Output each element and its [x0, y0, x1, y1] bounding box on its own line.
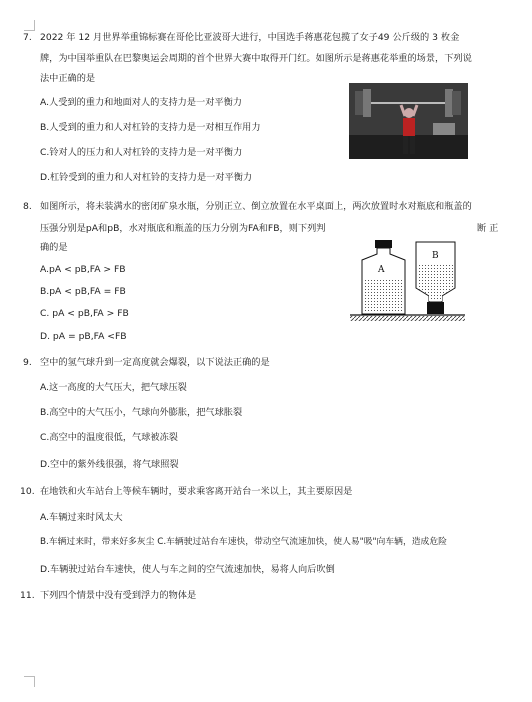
- q7-option-b: B.人受到的重力和人对杠铃的支持力是一对相互作用力: [40, 122, 261, 133]
- q8-number: 8.: [23, 201, 32, 212]
- weightlifting-photo: [349, 83, 468, 159]
- q10-option-d: D.车辆驶过站台车速快，使人与车之间的空气流速加快，易将人向后吹倒: [40, 564, 335, 575]
- q10-line1: 在地铁和火车站台上等候车辆时，要求乘客离开站台一米以上，其主要原因是: [40, 486, 353, 497]
- label-a: A: [378, 265, 385, 275]
- q10-number: 10.: [20, 486, 35, 497]
- q9-option-d: D.空中的紫外线很强，将气球照裂: [40, 459, 179, 470]
- q9-option-c: C.高空中的温度很低，气球被冻裂: [40, 432, 178, 443]
- q7-number: 7.: [23, 32, 32, 43]
- q11-number: 11.: [20, 590, 35, 601]
- q8-option-c: C. pA < pB,FA > FB: [40, 308, 129, 319]
- q10-option-b: B.车辆过来时，带来好多灰尘 C.车辆驶过站台车速快，带动空气流速加快，使人易"吸"向车辆，造成危险: [40, 537, 447, 547]
- q7-line2: 牌，为中国举重队在巴黎奥运会周期的首个世界大赛中取得开门红。如图所示是蒋惠花举重的场景，下列说: [40, 53, 472, 64]
- q9-option-a: A.这一高度的大气压大，把气球压裂: [40, 382, 187, 393]
- label-b: B: [432, 251, 439, 261]
- q8-line2: 压强分别是pA和pB，水对瓶底和瓶盖的压力分别为FA和FB，则下列判: [40, 223, 326, 234]
- q8-line3: 确的是: [40, 242, 68, 253]
- q7-option-d: D.杠铃受到的重力和人对杠铃的支持力是一对平衡力: [40, 172, 253, 183]
- corner-mark-top: [24, 20, 35, 31]
- q9-number: 9.: [23, 357, 32, 368]
- q8-line1: 如图所示，将未装满水的密闭矿泉水瓶，分别正立、倒立放置在水平桌面上，两次放置时水对瓶底和瓶盖的: [40, 201, 472, 212]
- q8-option-b: B.pA < pB,FA = FB: [40, 286, 126, 297]
- q7-line3: 法中正确的是: [40, 73, 96, 84]
- q7-option-c: C.铃对人的压力和人对杠铃的支持力是一对平衡力: [40, 147, 243, 158]
- q11-line1: 下列四个情景中没有受到浮力的物体是: [40, 590, 197, 601]
- bottle-diagram: [350, 238, 465, 324]
- q9-option-b: B.高空中的大气压小，气球向外膨胀，把气球胀裂: [40, 407, 243, 418]
- q7-option-a: A.人受到的重力和地面对人的支持力是一对平衡力: [40, 97, 242, 108]
- q8-line2-end: 断 正: [477, 223, 499, 234]
- q8-option-d: D. pA = pB,FA <FB: [40, 331, 127, 342]
- q10-option-a: A.车辆过来时风太大: [40, 512, 123, 523]
- corner-mark-bottom: [24, 676, 35, 687]
- q9-line1: 空中的氢气球升到一定高度就会爆裂，以下说法正确的是: [40, 357, 270, 368]
- q8-option-a: A.pA < pB,FA > FB: [40, 264, 126, 275]
- q7-line1: 2022 年 12 月世界举重锦标赛在哥伦比亚波哥大进行，中国选手蒋惠花包揽了女子49 公斤级的 3 枚金: [40, 32, 460, 43]
